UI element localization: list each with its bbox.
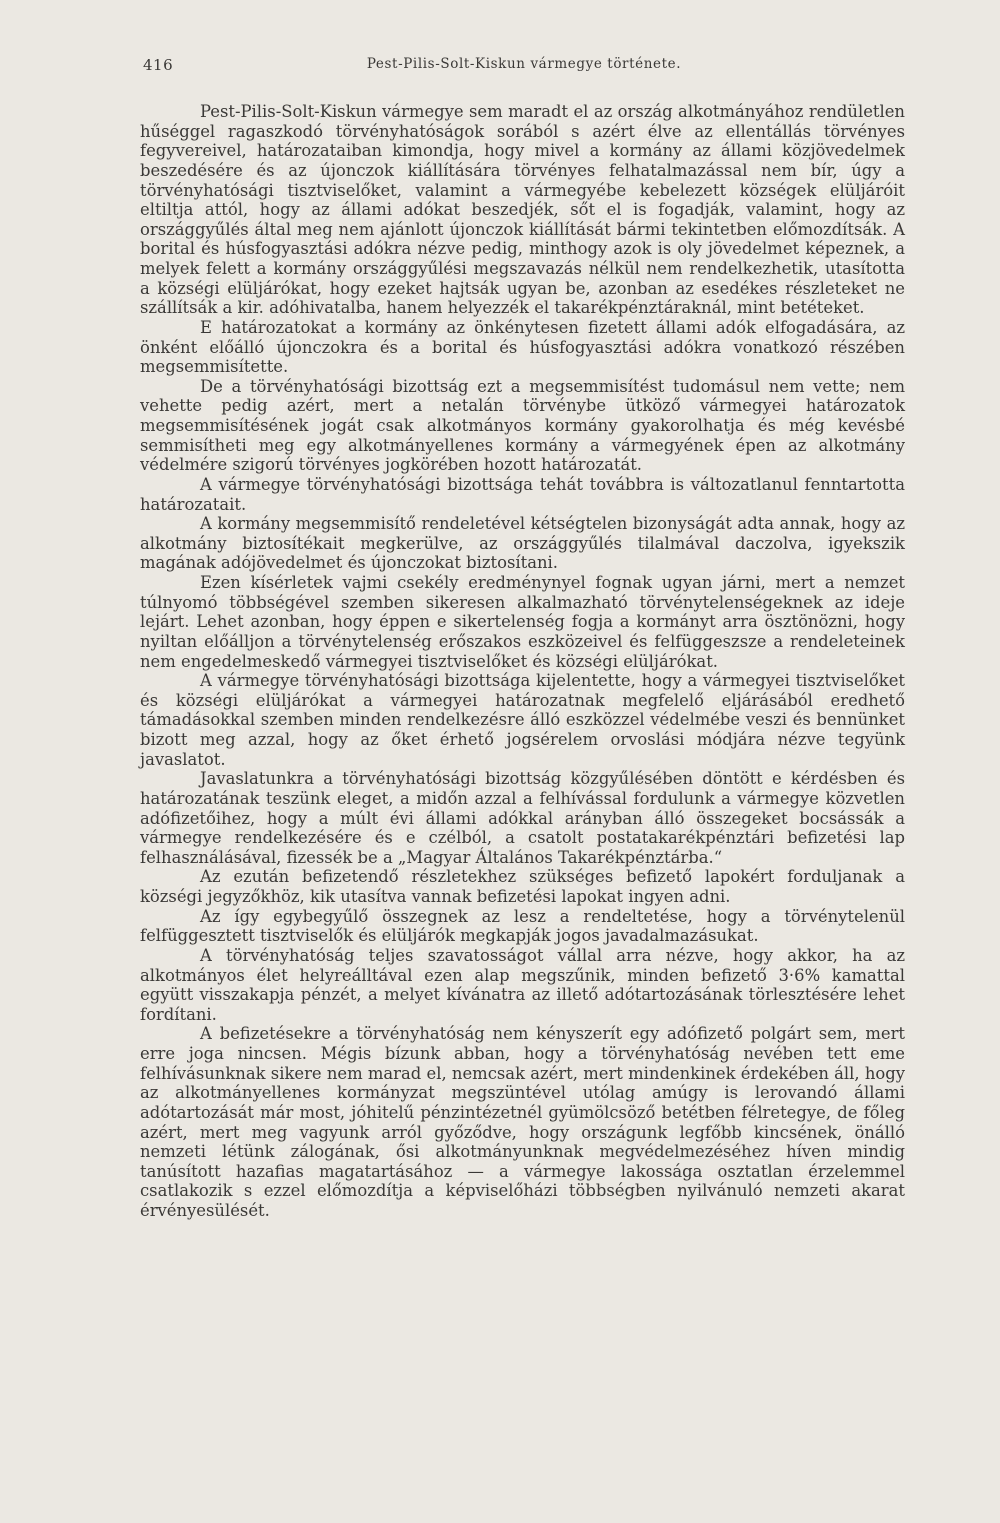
paragraph: A törvényhatóság teljes szavatosságot vállal arra nézve, hogy akkor, ha az alkotmányos élet helyreálltával ezen alap megszűnik, minden befizető 3·6% kamattal együtt visszakapja pénzét, a melyet kívánatra az illető adótartozásának törlesztésére lehet fordítani. <box>140 945 905 1024</box>
paragraph: A vármegye törvényhatósági bizottsága kijelentette, hogy a vármegyei tisztviselőket és községi elüljárókat a vármegyei határozatnak megfelelő eljárásából eredhető támadásokkal szemben minden rendelkezésre álló eszközzel védelmébe veszi és bennünket bizott meg azzal, hogy az őket érhető jogsérelem orvoslási módjára nézve tegyünk javaslatot. <box>140 671 905 769</box>
paragraph: Ezen kísérletek vajmi csekély eredménynyel fognak ugyan járni, mert a nemzet túlnyomó többségével szemben sikeresen alkalmazható törvénytelenségeknek az ideje lejárt. Lehet azonban, hogy éppen e sikertelenség fogja a kormányt arra ösztönözni, hogy nyiltan előálljon a törvénytelenség erőszakos eszközeivel és felfüggeszsze a rendeleteinek nem engedelmeskedő vármegyei tisztviselőket és községi elüljárókat. <box>140 573 905 671</box>
page-header <box>143 56 905 86</box>
paragraph: E határozatokat a kormány az önkénytesen fizetett állami adók elfogadására, az önként előálló újonczokra és a borital és húsfogyasztási adókra vonatkozó részében megsemmisítette. <box>140 317 905 377</box>
paragraph: A befizetésekre a törvényhatóság nem kényszerít egy adófizető polgárt sem, mert erre joga nincsen. Mégis bízunk abban, hogy a törvényhatóság nevében tett eme felhívásunknak sikere nem marad el, nemcsak azért, mert mindenkinek érdekében áll, hogy az alkotmányellenes kormányzat megszüntével utólag amúgy is lerovandó állami adótartozását már most, jóhitelű pénzintézetnél gyümölcsöző betétben félretegye, de főleg azért, mert meg vagyunk arról győződve, hogy országunk legfőbb kincsének, önálló nemzeti létünk zálogának, ősi alkotmányunknak megvédelmezéséhez híven mindig tanúsított hazafias magatartásához — a vármegye lakossága osztatlan érzelemmel csatlakozik s ezzel előmozdítja a képviselőházi többségben nyilvánuló nemzeti akarat érvényesülését. <box>140 1024 905 1220</box>
paragraph: Javaslatunkra a törvényhatósági bizottság közgyűlésében döntött e kérdésben és határozatának teszünk eleget, a midőn azzal a felhívással fordulunk a vármegye közvetlen adófizetőihez, hogy a múlt évi állami adókkal arányban álló összegeket bocsássák a vármegye rendelkezésére és e czélból, a csatolt postatakarékpénztári befizetési lap felhasználásával, fizessék be a „Magyar Általános Takarékpénztárba.“ <box>140 769 905 867</box>
paragraph: Az így egybegyűlő összegnek az lesz a rendeltetése, hogy a törvénytelenül felfüggesztett tisztviselők és elüljárók megkapják jogos javadalmazásukat. <box>140 906 905 946</box>
body-text <box>140 102 905 1221</box>
paragraph: A kormány megsemmisítő rendeletével kétségtelen bizonyságát adta annak, hogy az alkotmány biztosítékait megkerülve, az országgyűlés tilalmával daczolva, igyekszik magának adójövedelmet és újonczokat biztosítani. <box>140 514 905 573</box>
paragraph: Pest-Pilis-Solt-Kiskun vármegye sem maradt el az ország alkotmányához rendületlen hűséggel ragaszkodó törvényhatóságok sorából s azért élve az ellentállás törvényes fegyvereivel, határozataiban kimondja, hogy mivel a kormány az állami közjövedelmek beszedésére és az újonczok kiállítására törvényes felhatalmazással nem bír, úgy a törvényhatósági tisztviselőket, valamint a vármegyébe kebelezett községek elüljáróit eltiltja attól, hogy az állami adókat beszedjék, sőt el is fogadják, valamint, hogy az országgyűlés által meg nem ajánlott újonczok kiállítását bármi tekintetben előmozdítsák. A borital és húsfogyasztási adókra nézve pedig, minthogy azok is oly jövedelmet képeznek, a melyek felett a kormány országgyűlési megszavazás nélkül nem rendelkezhetik, utasította a községi elüljárókat, hogy ezeket hajtsák ugyan be, azonban az esedékes részleteket ne szállítsák a kir. adóhivatalba, hanem helyezzék el takarékpénztáraknál, mint betéteket. <box>140 102 905 318</box>
paragraph: Az ezután befizetendő részletekhez szükséges befizető lapokért forduljanak a községi jegyzőkhöz, kik utasítva vannak befizetési lapokat ingyen adni. <box>140 867 905 906</box>
paragraph: A vármegye törvényhatósági bizottsága tehát továbbra is változatlanul fenntartotta határozatait. <box>140 474 905 514</box>
paragraph: De a törvényhatósági bizottság ezt a megsemmisítést tudomásul nem vette; nem vehette pedig azért, mert a netalán törvénybe ütköző vármegyei határozatok megsemmisítésének jogát csak alkotmányos kormány gyakorolhatja és még kevésbé semmisítheti meg egy alkotmányellenes kormány a vármegyének épen az alkotmány védelmére szigorú törvényes jogkörében hozott határozatát. <box>140 376 905 475</box>
page-number: 416 <box>143 56 174 74</box>
running-title: Pest-Pilis-Solt-Kiskun vármegye története. <box>366 56 682 72</box>
